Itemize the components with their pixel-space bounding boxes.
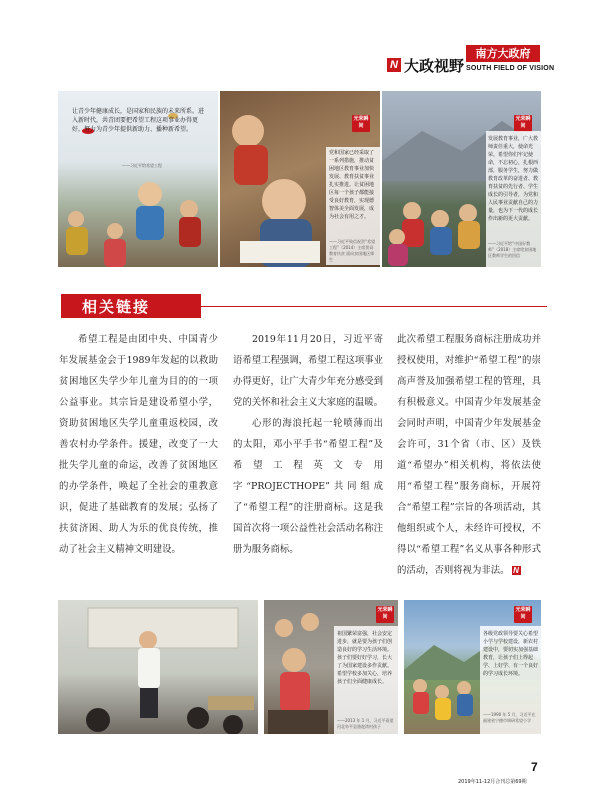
top-photo-3-tag: 光荣瞬间: [514, 115, 532, 132]
bottom-photo-2-credit: ——2013 年 1 月，习近平看望河北阜平县骆驼湾村孩子: [337, 718, 394, 729]
south-field-badge: 南方大政府: [466, 45, 540, 62]
bottom-photo-2: [264, 600, 398, 734]
bottom-photo-2-quote: 祖国繁荣富强，社会安定进步，就是要为孩子们创造良好的学习生活环境。孩子们要好好学习，长大了为国家建设多作贡献。希望学校多加关心，培养孩子们全面健康成长。: [337, 631, 393, 685]
text-column-3-paragraph: 此次希望工程服务商标注册成功并授权使用，对维护“希望工程”的崇高声誉及加强希望工程的管理，具有积极意义。中国青少年发展基金会同时声明，中国青少年发展基金会许可，31个省（市、区）及铁道“希望办”相关机构，将依法使用“希望工程”服务商标，开展符合“希望工程”宗旨的各项活动，其他组织或个人，未经许可授权，不得以“希望工程”名义从事各种形式的活动，否则将视为非法。: [397, 334, 541, 576]
section-divider: [201, 306, 547, 307]
top-photo-2: [220, 91, 380, 267]
top-photo-3-quote: 发展教育事业，广大教师责任重大，使命光荣。希望你们牢记使命，不忘初心，扎根西部，服务学生，努力做教育改革的奋进者、教育扶贫的先行者、学生成长的引导者，为党和人民事业贡献自己的力量，也为下一代的成长作出新的更大贡献。: [488, 136, 539, 222]
top-photo-2-tag: 光荣瞬间: [352, 115, 370, 132]
page-number: 7: [531, 760, 538, 774]
south-field-english: SOUTH FIELD OF VISION: [466, 65, 555, 72]
text-column-3: [397, 329, 541, 581]
bottom-photo-3-tag: 光荣瞬间: [514, 606, 532, 623]
top-photo-3: [382, 91, 541, 267]
top-photo-1-credit: ——习近平给希望工程: [122, 163, 162, 168]
top-photo-2-quote: 党和国家已经采取了一系列措施，推动贫困地区教育事业加快发展、教育扶贫事业扎实推进。让贫困地区每一个孩子都能接受良好教育，实现德智体美全面发展，成为社会有用之才。: [329, 150, 375, 220]
top-photo-1-quote: 让青少年健康成长，是国家和民族的未来所系。进入新时代，共青团要把希望工程这项事业办得更好，努力为青少年提供新助力、播种新希望。: [72, 108, 205, 133]
top-photo-3-credit: ——习近平给“中国好教师”（2018）主席给贫困地区教师学生的回信: [488, 241, 537, 258]
bottom-photo-3: [404, 600, 541, 734]
issue-info: 2019年11-12月合刊总第69期: [458, 779, 527, 785]
bottom-photo-3-credit: ——1990 年 5 月，习近平在福建省宁德市调研希望小学: [483, 712, 536, 723]
text-column-2-paragraph-1: 2019年11月20日，习近平寄语希望工程强调，希望工程这项事业办得更好，让广大青少年充分感受到党的关怀和社会主义大家庭的温暖。: [233, 334, 384, 408]
bottom-photo-1: [58, 600, 258, 734]
classroom-illustration: [58, 600, 258, 734]
top-photo-1: [58, 91, 218, 267]
section-title: 相关链接: [82, 298, 151, 316]
magazine-logo-icon: N: [387, 58, 401, 72]
text-column-2: [233, 329, 383, 560]
bottom-photo-3-quote: 各级党政领导要关心希望小学与学校建设，新农村建设中，要切实加强基础教育，让孩子们上得起学、上好学、有一个良好的学习成长环境。: [483, 631, 539, 677]
text-column-1: 希望工程是由团中央、中国青少年发展基金会于1989年发起的以救助贫困地区失学少年儿童为目的的一项公益事业。其宗旨是建设希望小学，资助贫困地区失学儿童重返校园，改善农村办学条件。援建，改变了一大批失学儿童的命运，改善了贫困地区的办学条件，唤起了全社会的重教意识，促进了基础教育的发展；弘扬了扶贫济困、助人为乐的优良传统，推动了社会主义精神文明建设。: [59, 334, 218, 555]
article-end-icon: N: [513, 566, 519, 575]
column-brand: 大政视野: [404, 57, 465, 75]
bottom-photo-2-tag: 光荣瞬间: [376, 606, 394, 623]
top-photo-2-credit: ——习近平致信祝贺“希望工程”（2014）主席贺词 教育扶贫 面向贫困地区师生: [329, 239, 376, 262]
text-column-2-paragraph-2: 心形的海浪托起一轮喷薄而出的太阳，邓小平手书“希望工程”及希望工程英文专用字“PROJECTHOPE”共同组成了“希望工程”的注册商标。这是我国首次将一项公益性社会活动名称注册为服务商标。: [233, 418, 384, 555]
